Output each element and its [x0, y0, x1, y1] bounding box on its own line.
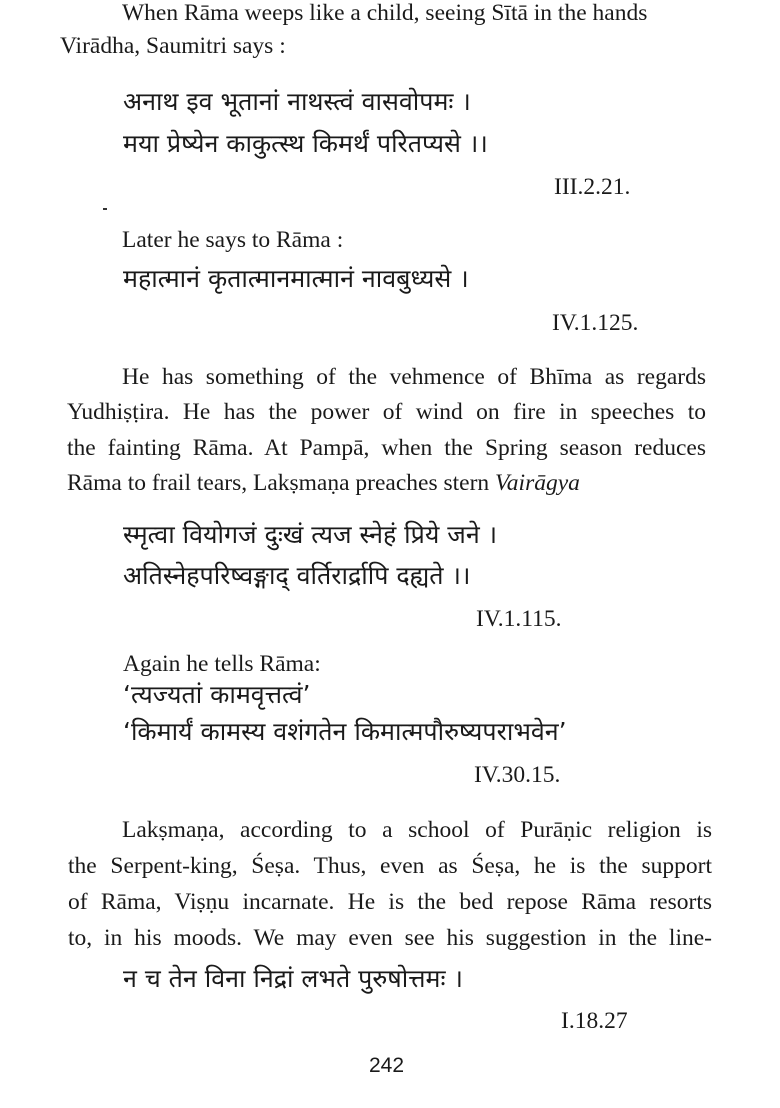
paragraph-2-line-1: Lakṣmaṇa, according to a school of Purāṇic religion is — [122, 817, 712, 843]
paragraph-2-line-2: the Serpent-king, Śeṣa. Thus, even as Śeṣa, he is the support — [68, 853, 712, 879]
sanskrit-verse-2-line-1: महात्मानं कृतात्मानमात्मानं नावबुध्यसे । — [123, 264, 469, 293]
page-number: 242 — [369, 1054, 405, 1077]
paragraph-2-line-4: to, in his moods. We may even see his suggestion in the line- — [68, 925, 712, 951]
sanskrit-verse-3-line-1: स्मृत्वा वियोगजं दुःखं त्यज स्नेहं प्रिये जने । — [123, 520, 498, 549]
paragraph-2-line-3: of Rāma, Viṣṇu incarnate. He is the bed repose Rāma resorts — [68, 889, 712, 915]
sanskrit-verse-1-line-1: अनाथ इव भूतानां नाथस्त्वं वासवोपमः । — [123, 87, 471, 116]
verse-1-reference: III.2.21. — [554, 174, 631, 200]
paragraph-1-line-1: He has something of the vehmence of Bhīma as regards — [122, 364, 706, 390]
verse-3-reference: IV.1.115. — [476, 606, 562, 632]
intro-line-1: When Rāma weeps like a child, seeing Sītā in the hands — [122, 0, 648, 26]
sanskrit-verse-3-line-2: अतिस्नेहपरिष्वङ्गाद् वर्तिरार्द्रापि दह्यते ।। — [123, 561, 471, 590]
sanskrit-verse-1-line-2: मया प्रेष्येन काकुत्स्थ किमर्थं परितप्यसे ।। — [123, 129, 488, 158]
verse-4-reference: IV.30.15. — [474, 762, 561, 788]
vairagya-term: Vairāgya — [495, 470, 580, 496]
sanskrit-verse-4-line-2: ‘किमार्यं कामस्य वशंगतेन किमात्मपौरुष्यपराभवेन’ — [123, 717, 567, 746]
paragraph-1-line-2: Yudhiṣṭira. He has the power of wind on fire in speeches to — [67, 399, 706, 425]
stray-mark — [103, 208, 107, 210]
paragraph-1-line-3: the fainting Rāma. At Pampā, when the Spring season reduces — [67, 435, 706, 461]
later-heading: Later he says to Rāma : — [122, 227, 344, 253]
sanskrit-verse-4-line-1: ‘त्यज्यतां कामवृत्तत्वं’ — [123, 680, 311, 709]
verse-5-reference: I.18.27 — [561, 1008, 628, 1034]
paragraph-1-line-4 — [67, 467, 580, 499]
sanskrit-verse-5-line-1: न च तेन विना निद्रां लभते पुरुषोत्तमः । — [123, 964, 463, 993]
again-heading: Again he tells Rāma: — [123, 651, 321, 677]
verse-2-reference: IV.1.125. — [552, 310, 639, 336]
intro-line-2: Virādha, Saumitri says : — [60, 33, 286, 59]
paragraph-1-line-4-text: Rāma to frail tears, Lakṣmaṇa preaches stern — [67, 470, 496, 496]
